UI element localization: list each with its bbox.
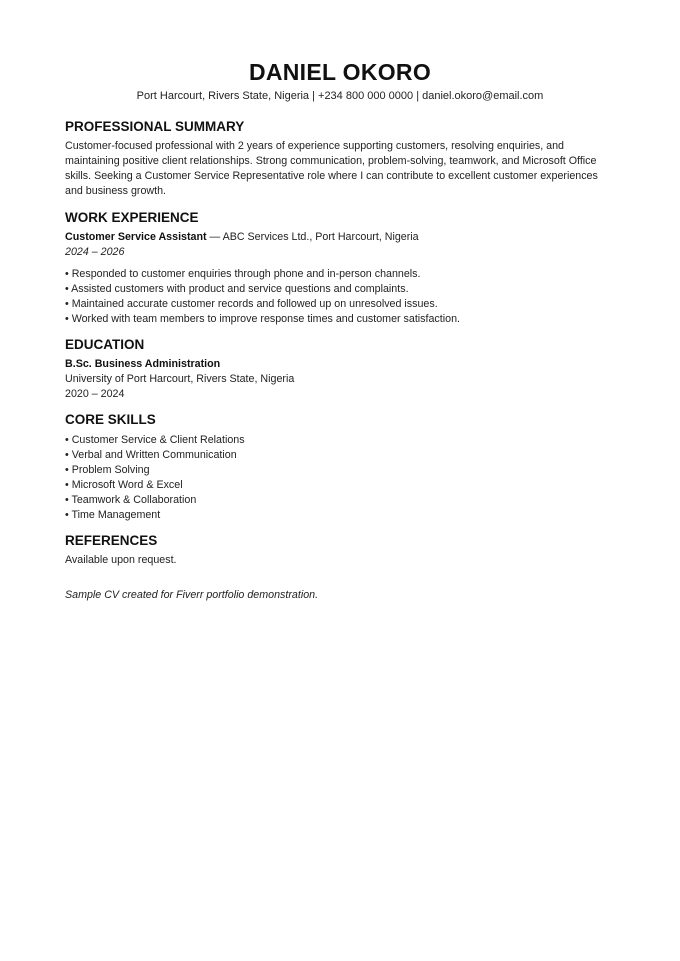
skills-list [65,433,615,523]
list-item: • Assisted customers with product and service questions and complaints. [65,283,409,295]
school: University of Port Harcourt, Rivers State, Nigeria [65,373,295,385]
job-company: — ABC Services Ltd., Port Harcourt, Nigeria [206,231,419,243]
job-dates: 2024 – 2026 [65,246,125,258]
degree: B.Sc. Business Administration [65,358,221,370]
education-heading: EDUCATION [65,337,145,352]
list-item: • Verbal and Written Communication [65,449,237,461]
references-heading: REFERENCES [65,533,158,548]
list-item: • Teamwork & Collaboration [65,494,197,506]
summary-line: skills. Seeking a Customer Service Representative role where I can contribute to excellent customer experiences [65,170,598,182]
education-dates: 2020 – 2024 [65,388,125,400]
list-item: • Problem Solving [65,464,150,476]
summary-line: maintaining positive client relationships. Strong communication, problem-solving, teamwork, and Microsoft Office [65,155,597,167]
list-item: • Responded to customer enquiries through phone and in-person channels. [65,268,421,280]
summary-text [65,139,615,199]
list-item: • Customer Service & Client Relations [65,434,245,446]
job-title: Customer Service Assistant [65,231,207,243]
summary-line: Customer-focused professional with 2 years of experience supporting customers, resolving enquiries, and [65,140,565,152]
summary-line: and business growth. [65,185,166,197]
list-item: • Time Management [65,509,161,521]
work-experience-heading: WORK EXPERIENCE [65,210,199,225]
core-skills-heading: CORE SKILLS [65,412,156,427]
candidate-name: DANIEL OKORO [248,59,432,85]
job-line [65,230,615,245]
list-item: • Worked with team members to improve response times and customer satisfaction. [65,313,460,325]
summary-heading: PROFESSIONAL SUMMARY [65,119,245,134]
footnote: Sample CV created for Fiverr portfolio demonstration. [65,589,319,601]
references-text: Available upon request. [65,554,177,566]
job-responsibilities [65,267,615,327]
list-item: • Maintained accurate customer records and followed up on unresolved issues. [65,298,438,310]
list-item: • Microsoft Word & Excel [65,479,183,491]
contact-line: Port Harcourt, Rivers State, Nigeria | +234 800 000 0000 | daniel.okoro@email.com [136,90,544,102]
